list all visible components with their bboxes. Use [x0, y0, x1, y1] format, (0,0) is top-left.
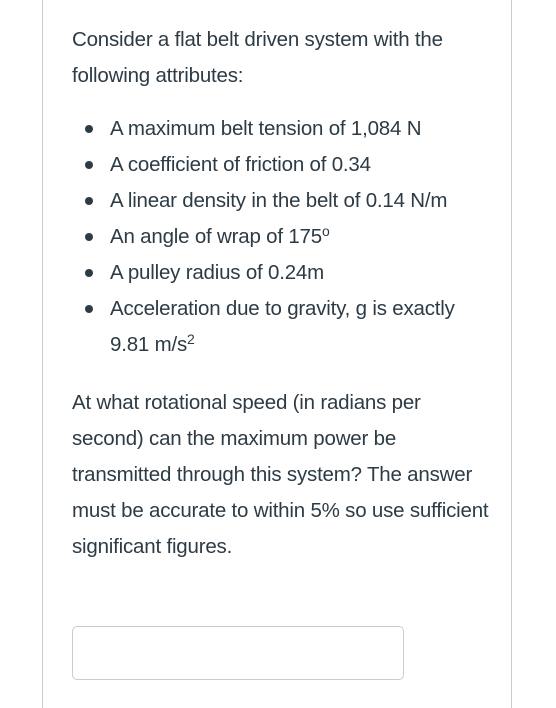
attribute-item-gravity [72, 291, 492, 363]
bullet-icon [85, 305, 93, 313]
bullet-icon [85, 161, 93, 169]
attribute-text: An angle of wrap of 175 [110, 225, 322, 248]
attribute-text: A pulley radius of 0.24m [110, 261, 324, 284]
bullet-icon [85, 233, 93, 241]
degree-superscript: o [321, 223, 330, 239]
question-content [72, 22, 492, 565]
question-prompt: At what rotational speed (in radians per second) can the maximum power be transmitted through this system? The answer must be accurate to within 5% so use sufficient significant figures. [72, 391, 489, 558]
attribute-item-friction [72, 147, 492, 183]
attribute-item-linear-density [72, 183, 492, 219]
attribute-text: A coefficient of friction of 0.34 [110, 153, 371, 176]
squared-superscript: 2 [187, 331, 195, 347]
attribute-list [72, 111, 492, 363]
question-intro: Consider a flat belt driven system with the following attributes: [72, 28, 443, 87]
attribute-item-pulley-radius [72, 255, 492, 291]
bullet-icon [85, 197, 93, 205]
attribute-text: Acceleration due to gravity, g is exactly 9.81 m/s [110, 297, 455, 356]
attribute-item-wrap-angle [72, 219, 492, 255]
attribute-item-max-tension [72, 111, 492, 147]
attribute-text: A maximum belt tension of 1,084 N [110, 117, 422, 140]
answer-input[interactable] [72, 626, 404, 680]
bullet-icon [85, 125, 93, 133]
bullet-icon [85, 269, 93, 277]
attribute-text: A linear density in the belt of 0.14 N/m [110, 189, 448, 212]
